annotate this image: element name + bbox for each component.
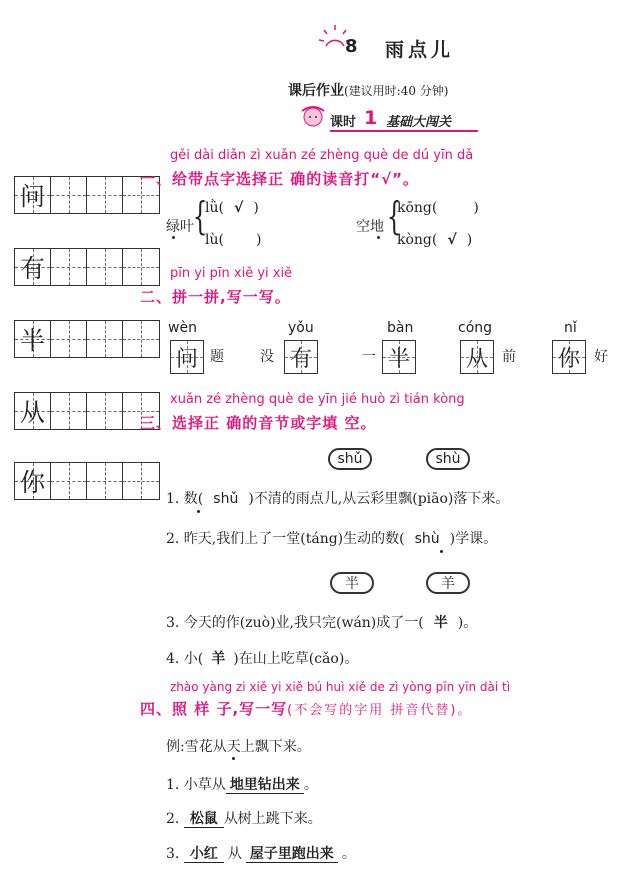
answer-box[interactable]: 问: [170, 340, 204, 374]
item-suffix: 前: [502, 349, 516, 365]
homework-subtitle: 课后作业(建议用时:40 分钟): [288, 83, 449, 99]
girl-mascot-icon: [298, 105, 328, 131]
item-suffix: 好: [594, 349, 608, 365]
item-pinyin: wèn: [168, 320, 197, 336]
item-prefix: 一: [362, 349, 376, 365]
word1-option1[interactable]: lǜ( √ ): [205, 200, 259, 216]
example-dot: [232, 757, 235, 760]
section4-pinyin: zhào yàng zi xiě yi xiě bú huì xiě de zì yòng pīn yīn dài tì: [170, 680, 511, 694]
grid-model-char: 问: [19, 182, 45, 211]
option-oval-shu4: shù: [426, 448, 470, 470]
grid-model-char: 半: [19, 326, 45, 355]
option-oval-ban: 半: [330, 572, 374, 594]
section1-title: 一、给带点字选择正 确的读音打“√”。: [140, 170, 419, 188]
item-prefix: 没: [260, 349, 274, 365]
word2-option1[interactable]: kōng( ): [397, 200, 479, 216]
section4-title: 四、照 样 子,写一写(不会写的字用 拼音代替)。: [140, 700, 473, 718]
sentence-1: 1. 数( shǔ )不清的雨点儿,从云彩里飘(piāo)落下来。: [166, 491, 510, 507]
sentence2-dot: [440, 550, 443, 553]
item-pinyin: bàn: [387, 320, 414, 336]
grid-model-char: 从: [19, 398, 45, 427]
item-pinyin: nǐ: [564, 320, 577, 336]
sentence1-dot: [197, 510, 200, 513]
answer-box[interactable]: 你: [552, 340, 586, 374]
answer-line-1[interactable]: 1. 小草从 地里钻出来 。: [166, 777, 318, 793]
answer-box[interactable]: 半: [382, 340, 416, 374]
word1-dot: [172, 236, 175, 239]
option-oval-yang: 羊: [426, 572, 470, 594]
word2-option2[interactable]: kòng( √ ): [397, 232, 473, 248]
word2-label: 空地: [356, 219, 384, 235]
answer-box[interactable]: 有: [284, 340, 318, 374]
writing-grid-4[interactable]: [14, 392, 160, 430]
writing-grid-5[interactable]: [14, 462, 160, 500]
section3-title: 三、选择正 确的音节或字填 空。: [140, 414, 377, 432]
word1-option2[interactable]: lù( ): [205, 232, 262, 248]
example-sentence: 例:雪花从天上飘下来。: [166, 739, 311, 755]
item-pinyin: cóng: [458, 320, 493, 336]
sentence-4: 4. 小( 羊 )在山上吃草(cǎo)。: [166, 651, 359, 667]
lesson-title: 雨点儿: [385, 39, 455, 61]
sentence-3: 3. 今天的作(zuò)业,我只完(wán)成了一( 半 )。: [166, 615, 478, 631]
section1-pinyin: gěi dài diǎn zì xuǎn zé zhèng què de dú yīn dǎ: [170, 148, 474, 163]
option-oval-shu3: shǔ: [328, 448, 372, 470]
section2-title: 二、拼一拼,写一写。: [140, 288, 291, 306]
answer-line-3[interactable]: 3. 小红 从 屋子里跑出来 。: [166, 846, 356, 862]
item-suffix: 题: [210, 349, 224, 365]
grid-model-char: 有: [19, 254, 45, 283]
word2-brace: {: [386, 194, 402, 238]
section2-pinyin: pīn yi pīn xiě yi xiě: [170, 266, 293, 281]
answer-line-2[interactable]: 2. 松鼠 从树上跳下来。: [166, 811, 322, 827]
grid-model-char: 你: [19, 468, 45, 497]
word1-label: 绿叶: [166, 219, 194, 235]
lesson-number: 8: [345, 36, 358, 57]
lesson-banner: 课时 1 基础大闯关: [298, 108, 478, 130]
writing-grid-1[interactable]: [14, 176, 160, 214]
item-pinyin: yǒu: [288, 320, 314, 336]
answer-box[interactable]: 从: [460, 340, 494, 374]
writing-grid-3[interactable]: [14, 320, 160, 358]
word2-dot: [377, 236, 380, 239]
writing-grid-2[interactable]: [14, 248, 160, 286]
section3-pinyin: xuǎn zé zhèng què de yīn jié huò zì tián kòng: [170, 392, 465, 407]
word1-brace: {: [192, 194, 208, 238]
sentence-2: 2. 昨天,我们上了一堂(táng)生动的数( shù )学课。: [166, 531, 498, 547]
